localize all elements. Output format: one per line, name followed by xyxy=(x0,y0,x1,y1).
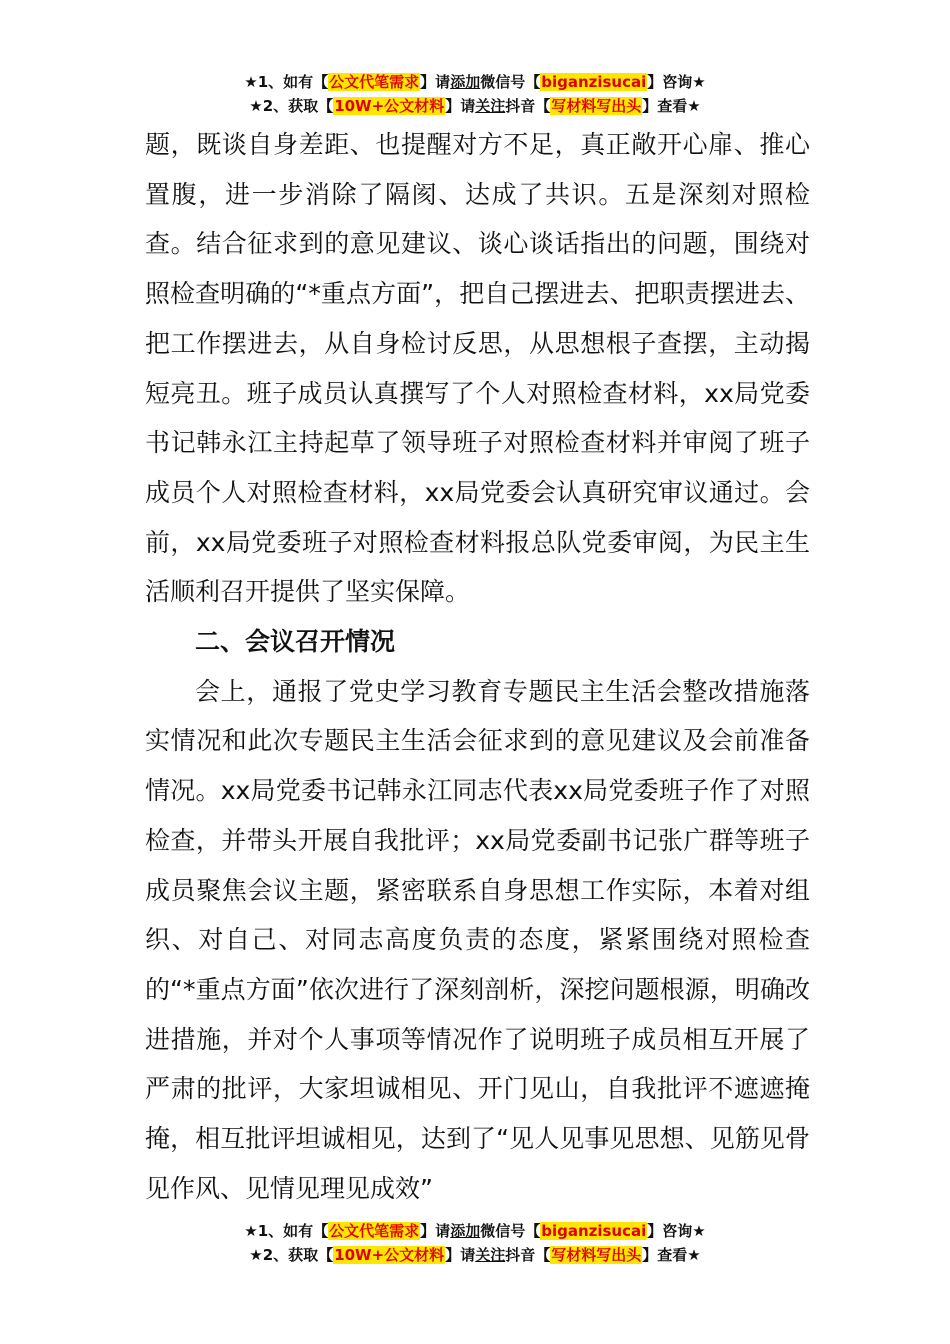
banner-text: 微信号【 xyxy=(480,1222,541,1240)
document-body xyxy=(145,120,810,1213)
footer-banner xyxy=(0,1219,950,1267)
banner-text: 】请 xyxy=(445,97,476,115)
banner-line-2 xyxy=(0,94,950,118)
banner-highlight: 公文代笔需求 xyxy=(329,73,420,91)
banner-highlight: biganzisucai xyxy=(541,73,647,91)
banner-highlight: 公文代笔需求 xyxy=(329,1222,420,1240)
banner-underline: 关注 xyxy=(475,97,506,115)
header-banner xyxy=(0,70,950,118)
banner-highlight: biganzisucai xyxy=(541,1222,647,1240)
banner-text: 】查看★ xyxy=(642,1246,701,1264)
banner-text: 】请 xyxy=(445,1246,476,1264)
banner-line-1 xyxy=(0,1219,950,1243)
banner-underline: 添加 xyxy=(450,73,481,91)
banner-text: 抖音【 xyxy=(505,97,551,115)
banner-text: 】查看★ xyxy=(642,97,701,115)
banner-text: 】请 xyxy=(420,1222,451,1240)
banner-highlight: 10W+公文材料 xyxy=(334,1246,445,1264)
banner-text: 微信号【 xyxy=(480,73,541,91)
banner-text: 抖音【 xyxy=(505,1246,551,1264)
banner-line-1 xyxy=(0,70,950,94)
paragraph-1: 题，既谈自身差距、也提醒对方不足，真正敞开心扉、推心置腹，进一步消除了隔阂、达成了共识。五是深刻对照检查。结合征求到的意见建议、谈心谈话指出的问题，围绕对照检查明确的“*重点方面”，把自己摆进去、把职责摆进去、把工作摆进去，从自身检讨反思，从思想根子查摆，主动揭短亮丑。班子成员认真撰写了个人对照检查材料，xx局党委书记韩永江主持起草了领导班子对照检查材料并审阅了班子成员个人对照检查材料，xx局党委会认真研究审议通过。会前，xx局党委班子对照检查材料报总队党委审阅，为民主生活顺利召开提供了坚实保障。 xyxy=(145,130,810,607)
paragraph-2: 会上，通报了党史学习教育专题民主生活会整改措施落实情况和此次专题民主生活会征求到的意见建议及会前准备情况。xx局党委书记韩永江同志代表xx局党委班子作了对照检查，并带头开展自我批评；xx局党委副书记张广群等班子成员聚焦会议主题，紧密联系自身思想工作实际，本着对组织、对自己、对同志高度负责的态度，紧紧围绕对照检查的“*重点方面”依次进行了深刻剖析，深挖问题根源，明确改进措施，并对个人事项等情况作了说明班子成员相互开展了严肃的批评，大家坦诚相见、开门见山，自我批评不遮遮掩掩，相互批评坦诚相见，达到了“见人见事见思想、见筋见骨见作风、见情见理见成效” xyxy=(145,676,810,1203)
banner-highlight: 写材料写出头 xyxy=(551,97,642,115)
banner-text: 】请 xyxy=(420,73,451,91)
banner-highlight: 10W+公文材料 xyxy=(334,97,445,115)
banner-underline: 添加 xyxy=(450,1222,481,1240)
banner-text: ★2、获取【 xyxy=(249,97,334,115)
banner-text: 】咨询★ xyxy=(647,1222,706,1240)
banner-text: 】咨询★ xyxy=(647,73,706,91)
banner-text: ★1、如有【 xyxy=(244,73,329,91)
banner-highlight: 写材料写出头 xyxy=(551,1246,642,1264)
banner-line-2 xyxy=(0,1243,950,1267)
banner-text: ★2、获取【 xyxy=(249,1246,334,1264)
section-heading: 二、会议召开情况 xyxy=(195,627,396,657)
banner-text: ★1、如有【 xyxy=(244,1222,329,1240)
banner-underline: 关注 xyxy=(475,1246,506,1264)
